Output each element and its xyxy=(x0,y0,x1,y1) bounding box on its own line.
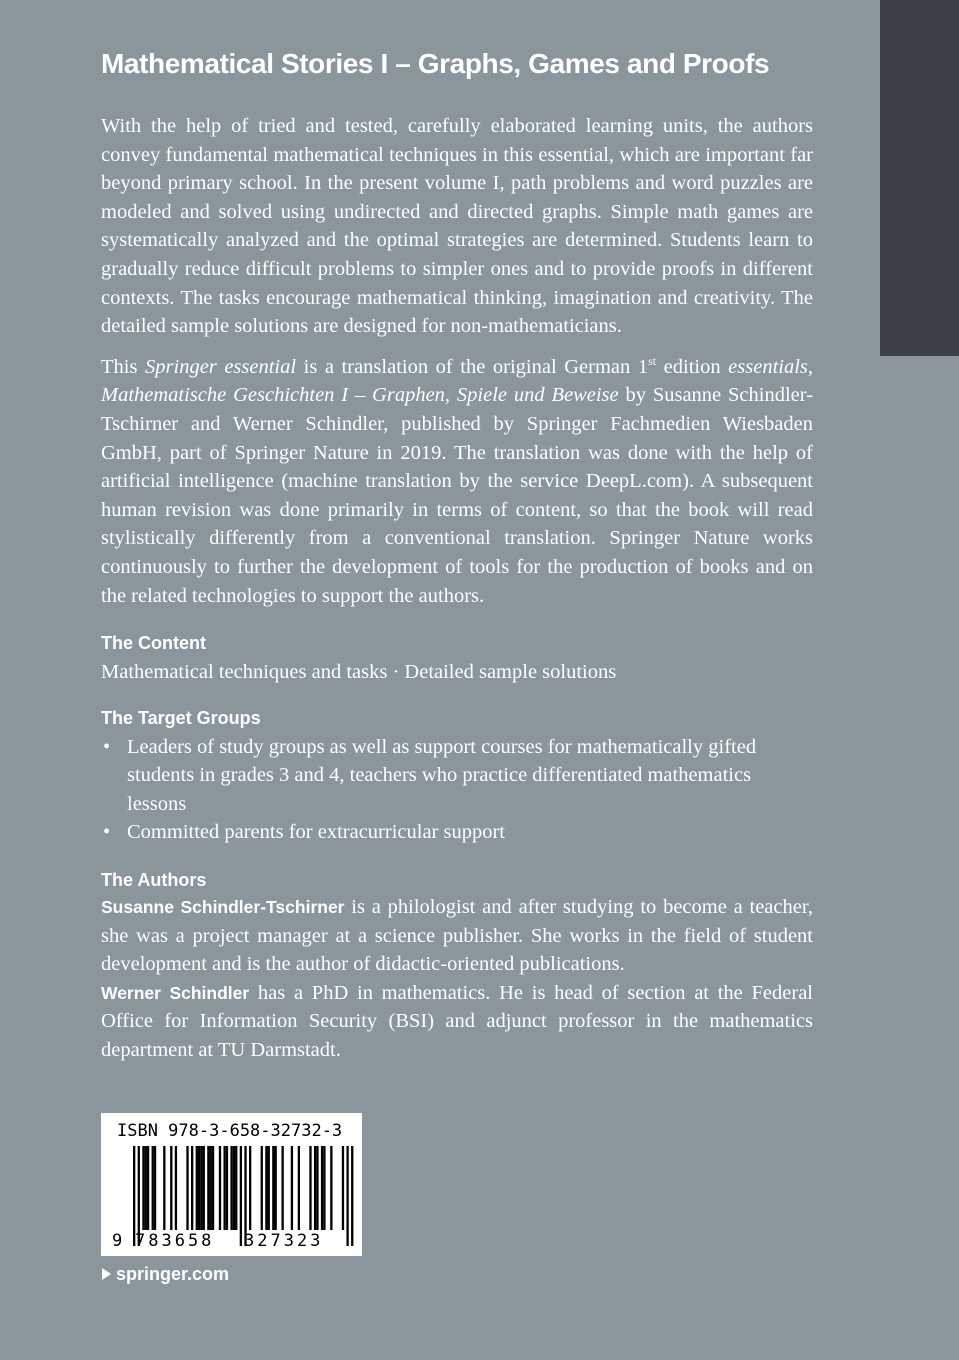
barcode-guard-bar xyxy=(351,1146,353,1246)
barcode-bar xyxy=(147,1146,149,1230)
translation-text-4: by Susanne Schindler-Tschirner and Werner Schindler, published by Springer Fachmedien Wiesbaden GmbH, part of Springer Nature in 2019. The translation was done with the help of artificial intelligence (machine translation by the service DeepL.com). A subsequent human revision was done primarily in terms of content, so that the book will read stylistically differently from a conventional translation. Springer Nature works continuously to further the development of tools for the production of books and on the related technologies to support the authors. xyxy=(101,384,813,607)
barcode-bar xyxy=(321,1146,323,1230)
arrow-right-icon xyxy=(102,1268,111,1280)
barcode-bar xyxy=(342,1146,344,1230)
author-bio-1 xyxy=(101,893,813,979)
barcode-bar xyxy=(212,1146,214,1230)
barcode-bar xyxy=(233,1146,235,1230)
barcode-bar xyxy=(265,1146,267,1230)
intro-paragraph: With the help of tried and tested, carefully elaborated learning units, the authors convey fundamental mathematical techniques in this essential, which are important far beyond primary school. In the present volume I, path problems and word puzzles are modeled and solved using undirected and directed graphs. Simple math games are systematically analyzed and the optimal strategies are determined. Students learn to gradually reduce difficult problems to simpler ones and to provide proofs in different contexts. The tasks encourage mathematical thinking, imagination and creativity. The detailed sample solutions are designed for non-mathematicians. xyxy=(101,115,813,338)
isbn-label: ISBN 978-3-658-32732-3 xyxy=(117,1121,343,1141)
barcode-first-digit: 9 xyxy=(112,1231,123,1251)
back-cover-content xyxy=(101,44,813,1065)
translation-paragraph xyxy=(101,353,813,610)
barcode-bar xyxy=(261,1146,263,1230)
target-group-text: Leaders of study groups as well as support courses for mathematically gifted students in grades 3 and 4, teachers who practice differentiated mathematics lessons xyxy=(127,735,757,815)
barcode-bar xyxy=(230,1146,232,1230)
isbn-barcode xyxy=(101,1113,362,1256)
barcode-bar xyxy=(272,1146,274,1230)
barcode-bar xyxy=(163,1146,165,1230)
author-text-1: is a philologist and after studying to become a teacher, she was a project manager at a science publisher. She works in the field of student development and is the author of didactic-oriented publications. xyxy=(101,896,813,976)
barcode-guard-bar xyxy=(240,1146,242,1246)
barcode-bar xyxy=(145,1146,147,1230)
springer-link[interactable] xyxy=(102,1262,229,1286)
barcode-bar xyxy=(235,1146,237,1230)
target-group-text: Committed parents for extracurricular support xyxy=(127,821,505,844)
author-bio-2 xyxy=(101,979,813,1065)
barcode-bar xyxy=(219,1146,221,1230)
barcode-bar xyxy=(226,1146,228,1230)
barcode-bar xyxy=(298,1146,300,1230)
spine-bar xyxy=(880,0,959,356)
target-groups-list xyxy=(101,733,813,847)
barcode-bar xyxy=(198,1146,200,1230)
author-name-1: Susanne Schindler-Tschirner xyxy=(101,897,345,918)
barcode-bar xyxy=(314,1146,316,1230)
barcode-bar xyxy=(330,1146,332,1230)
barcode-bar xyxy=(323,1146,325,1230)
barcode-bar xyxy=(200,1146,202,1230)
barcode-bar xyxy=(210,1146,212,1230)
barcode-bar xyxy=(309,1146,311,1230)
barcode-graphic xyxy=(101,1113,362,1256)
translation-italic-1: Springer essential xyxy=(145,355,297,378)
barcode-bar xyxy=(281,1146,283,1230)
barcode-bar xyxy=(275,1146,277,1230)
book-title: Mathematical Stories I – Graphs, Games and Proofs xyxy=(101,48,770,79)
target-group-item xyxy=(101,733,787,819)
bullet-icon: • xyxy=(103,735,111,758)
target-groups-heading: The Target Groups xyxy=(101,707,261,728)
barcode-bar xyxy=(191,1146,193,1230)
barcode-bar xyxy=(152,1146,154,1230)
barcode-bar xyxy=(249,1146,251,1230)
springer-link-text: springer.com xyxy=(116,1264,230,1284)
translation-text-3: edition xyxy=(656,355,729,378)
barcode-bar xyxy=(175,1146,177,1230)
content-text: Mathematical techniques and tasks · Detailed sample solutions xyxy=(101,661,617,684)
translation-text-2: is a translation of the original German 1 xyxy=(296,355,649,378)
author-name-2: Werner Schindler xyxy=(101,982,250,1003)
barcode-right-digits: 327323 xyxy=(244,1231,324,1251)
translation-text-1: This xyxy=(101,355,146,378)
translation-italic-2: essentials, Mathematische Geschichten I – Graphen, Spiele und Beweise xyxy=(101,355,814,407)
author-text-2: has a PhD in mathematics. He is head of section at the Federal Office for Information Security (BSI) and adjunct professor in the mathematics department at TU Darmstadt. xyxy=(101,981,813,1062)
barcode-bar xyxy=(196,1146,198,1230)
bullet-icon: • xyxy=(103,821,111,844)
barcode-bar xyxy=(186,1146,188,1230)
barcode-bar xyxy=(170,1146,172,1230)
barcode-bar xyxy=(223,1146,225,1230)
translation-superscript: st xyxy=(648,353,657,368)
barcode-guard-bar xyxy=(346,1146,348,1246)
barcode-bar xyxy=(316,1146,318,1230)
authors-heading: The Authors xyxy=(101,870,207,891)
barcode-bar xyxy=(154,1146,156,1230)
barcode-bar xyxy=(142,1146,144,1230)
barcode-bar xyxy=(203,1146,205,1230)
barcode-bar xyxy=(291,1146,293,1230)
target-group-item xyxy=(101,818,787,847)
content-heading: The Content xyxy=(101,633,206,654)
barcode-bar xyxy=(207,1146,209,1230)
barcode-bar xyxy=(268,1146,270,1230)
barcode-left-digits: 783658 xyxy=(135,1231,215,1251)
